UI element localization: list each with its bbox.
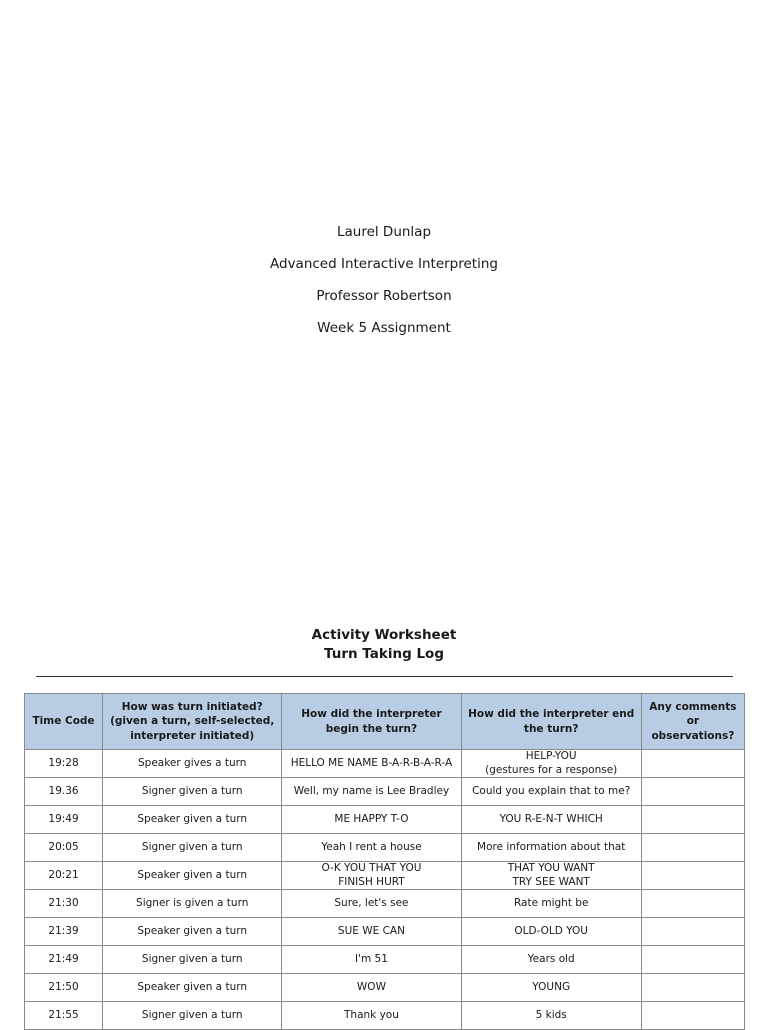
cell-begin-turn: I'm 51 xyxy=(282,946,461,974)
cell-time-code: 21:55 xyxy=(25,1002,103,1030)
table-header-row xyxy=(25,694,745,750)
table-row xyxy=(25,974,745,1002)
table-row xyxy=(25,1002,745,1030)
cell-time-code: 21:39 xyxy=(25,918,103,946)
cell-turn-initiated: Speaker given a turn xyxy=(103,974,282,1002)
cell-turn-initiated: Signer given a turn xyxy=(103,778,282,806)
cell-comments xyxy=(641,778,744,806)
professor-name: Professor Robertson xyxy=(316,288,452,304)
table-body xyxy=(25,750,745,1030)
table-row xyxy=(25,834,745,862)
cell-begin-turn: WOW xyxy=(282,974,461,1002)
cell-turn-initiated: Signer given a turn xyxy=(103,946,282,974)
cell-end-turn: YOUNG xyxy=(461,974,641,1002)
turn-taking-table xyxy=(24,693,745,1030)
author-name: Laurel Dunlap xyxy=(336,224,432,240)
cell-turn-initiated: Speaker given a turn xyxy=(103,862,282,890)
cell-time-code: 19:49 xyxy=(25,806,103,834)
cell-turn-initiated: Speaker given a turn xyxy=(103,918,282,946)
cell-end-turn: OLD-OLD YOU xyxy=(461,918,641,946)
cell-end-turn: THAT YOU WANT TRY SEE WANT xyxy=(461,862,641,890)
assignment-name: Week 5 Assignment xyxy=(317,320,451,336)
cell-time-code: 21:50 xyxy=(25,974,103,1002)
cell-comments xyxy=(641,750,744,778)
cell-turn-initiated: Signer is given a turn xyxy=(103,890,282,918)
cell-time-code: 21:49 xyxy=(25,946,103,974)
cell-begin-turn: Yeah I rent a house xyxy=(282,834,461,862)
cell-end-turn: 5 kids xyxy=(461,1002,641,1030)
cell-turn-initiated: Speaker gives a turn xyxy=(103,750,282,778)
cell-comments xyxy=(641,862,744,890)
horizontal-rule xyxy=(36,676,733,677)
cell-comments xyxy=(641,1002,744,1030)
cover-block xyxy=(0,222,768,350)
cell-end-turn: Years old xyxy=(461,946,641,974)
cell-begin-turn: Well, my name is Lee Bradley xyxy=(282,778,461,806)
cell-turn-initiated: Signer given a turn xyxy=(103,1002,282,1030)
cell-time-code: 21:30 xyxy=(25,890,103,918)
table-row xyxy=(25,918,745,946)
worksheet-heading xyxy=(0,626,768,664)
cell-begin-turn: O-K YOU THAT YOU FINISH HURT xyxy=(282,862,461,890)
table-row xyxy=(25,862,745,890)
worksheet-title: Activity Worksheet xyxy=(311,627,457,643)
table-row xyxy=(25,946,745,974)
cell-turn-initiated: Speaker given a turn xyxy=(103,806,282,834)
course-name: Advanced Interactive Interpreting xyxy=(270,256,498,272)
table-row xyxy=(25,750,745,778)
cell-comments xyxy=(641,806,744,834)
cell-comments xyxy=(641,918,744,946)
cell-end-turn: More information about that xyxy=(461,834,641,862)
cell-comments xyxy=(641,974,744,1002)
cell-comments xyxy=(641,890,744,918)
cell-time-code: 19.36 xyxy=(25,778,103,806)
cell-time-code: 19:28 xyxy=(25,750,103,778)
table-row xyxy=(25,778,745,806)
cell-begin-turn: HELLO ME NAME B-A-R-B-A-R-A xyxy=(282,750,461,778)
cell-begin-turn: SUE WE CAN xyxy=(282,918,461,946)
cell-end-turn: Rate might be xyxy=(461,890,641,918)
cell-comments xyxy=(641,946,744,974)
cell-time-code: 20:05 xyxy=(25,834,103,862)
cell-turn-initiated: Signer given a turn xyxy=(103,834,282,862)
cell-begin-turn: ME HAPPY T-O xyxy=(282,806,461,834)
header-begin-turn: How did the interpreter begin the turn? xyxy=(282,694,461,750)
header-comments: Any comments or observations? xyxy=(641,694,744,750)
cell-begin-turn: Thank you xyxy=(282,1002,461,1030)
cell-comments xyxy=(641,834,744,862)
table-row xyxy=(25,890,745,918)
table-row xyxy=(25,806,745,834)
cell-begin-turn: Sure, let's see xyxy=(282,890,461,918)
cell-end-turn: YOU R-E-N-T WHICH xyxy=(461,806,641,834)
cell-time-code: 20:21 xyxy=(25,862,103,890)
worksheet-subtitle: Turn Taking Log xyxy=(323,646,444,662)
cell-end-turn: Could you explain that to me? xyxy=(461,778,641,806)
cell-end-turn: HELP-YOU (gestures for a response) xyxy=(461,750,641,778)
header-time-code: Time Code xyxy=(25,694,103,750)
header-turn-initiated: How was turn initiated? (given a turn, self-selected, interpreter initiated) xyxy=(103,694,282,750)
header-end-turn: How did the interpreter end the turn? xyxy=(461,694,641,750)
